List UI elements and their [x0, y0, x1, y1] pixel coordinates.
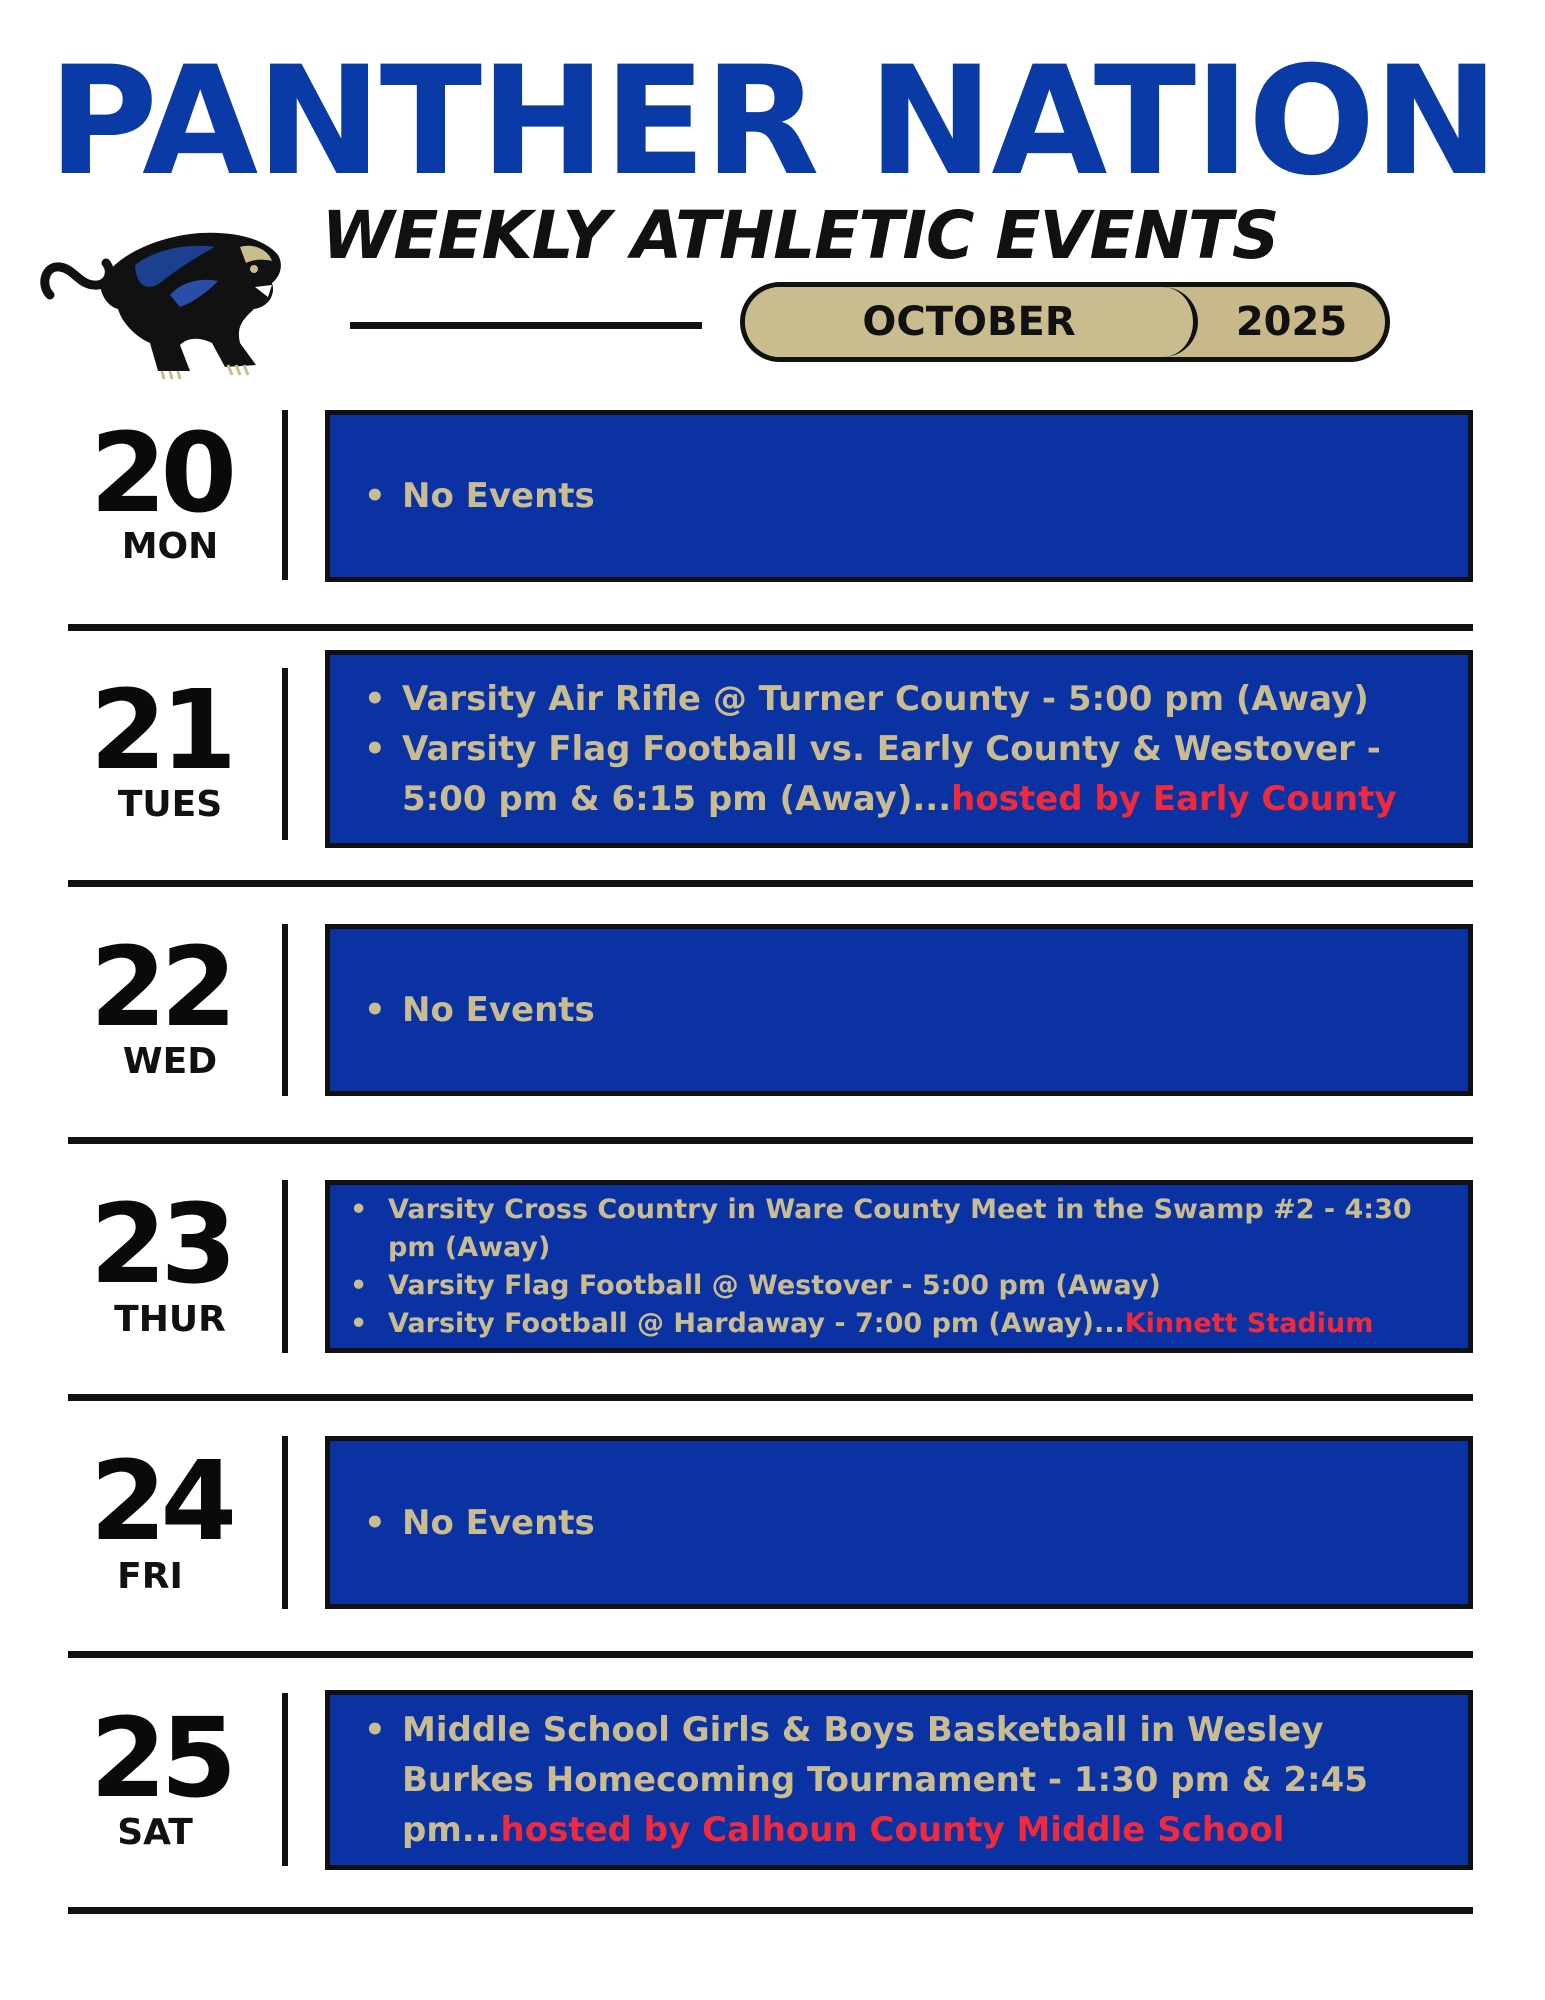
day-divider [282, 924, 288, 1096]
event-note: hosted by Early County [951, 779, 1397, 819]
event-item: • Varsity Football @ Hardaway - 7:00 pm (Away)...Kinnett Stadium [388, 1305, 1448, 1343]
day-name: MON [121, 526, 219, 567]
event-item: • Varsity Cross Country in Ware County Meet in the Swamp #2 - 4:30 pm (Away) [388, 1191, 1448, 1267]
day-number: 20 [90, 409, 232, 537]
day-name: WED [122, 1041, 218, 1082]
event-item: • No Events [402, 985, 595, 1035]
day-name: SAT [117, 1812, 193, 1853]
event-item: • Varsity Flag Football vs. Early County & Westover - 5:00 pm & 6:15 pm (Away)...hosted by Early County [402, 724, 1448, 824]
event-note: hosted by Calhoun County Middle School [500, 1810, 1285, 1850]
section-divider [68, 880, 1473, 887]
event-item: • Middle School Girls & Boys Basketball in Wesley Burkes Homecoming Tournament - 1:30 pm & 2:45 pm...hosted by Calhoun County Middle School [402, 1705, 1448, 1855]
section-divider [68, 1394, 1473, 1401]
section-divider [68, 1137, 1473, 1144]
day-name: THUR [114, 1299, 226, 1340]
event-item: • Varsity Flag Football @ Westover - 5:00 pm (Away) [388, 1267, 1448, 1305]
day-number: 21 [90, 666, 232, 794]
day-number: 24 [90, 1437, 232, 1565]
events-box [325, 924, 1473, 1096]
day-number: 23 [90, 1180, 232, 1308]
event-item: • No Events [402, 471, 595, 521]
event-item: • Varsity Air Rifle @ Turner County - 5:00 pm (Away) [402, 674, 1448, 724]
day-number: 22 [90, 923, 232, 1051]
section-divider [68, 624, 1473, 631]
month-label: OCTOBER [745, 287, 1198, 357]
day-divider [282, 1180, 288, 1353]
page-title: PANTHER NATION [47, 35, 1497, 209]
events-box [325, 1436, 1473, 1609]
event-item: • No Events [402, 1498, 595, 1548]
events-box [325, 1180, 1473, 1353]
event-note: Kinnett Stadium [1124, 1307, 1374, 1339]
day-name: FRI [117, 1556, 183, 1597]
header-divider [350, 322, 702, 329]
day-name: TUES [117, 784, 223, 825]
year-label: 2025 [1235, 299, 1348, 345]
page-subtitle: WEEKLY ATHLETIC EVENTS [321, 197, 1279, 274]
events-box [325, 1690, 1473, 1870]
events-box [325, 410, 1473, 582]
events-box [325, 650, 1473, 848]
day-number: 25 [90, 1694, 232, 1822]
section-divider [68, 1651, 1473, 1658]
day-divider [282, 668, 288, 840]
date-pill [740, 282, 1390, 362]
panther-mascot-icon [40, 225, 290, 385]
day-divider [282, 1693, 288, 1866]
section-divider [68, 1907, 1473, 1914]
day-divider [282, 410, 288, 580]
day-divider [282, 1436, 288, 1609]
